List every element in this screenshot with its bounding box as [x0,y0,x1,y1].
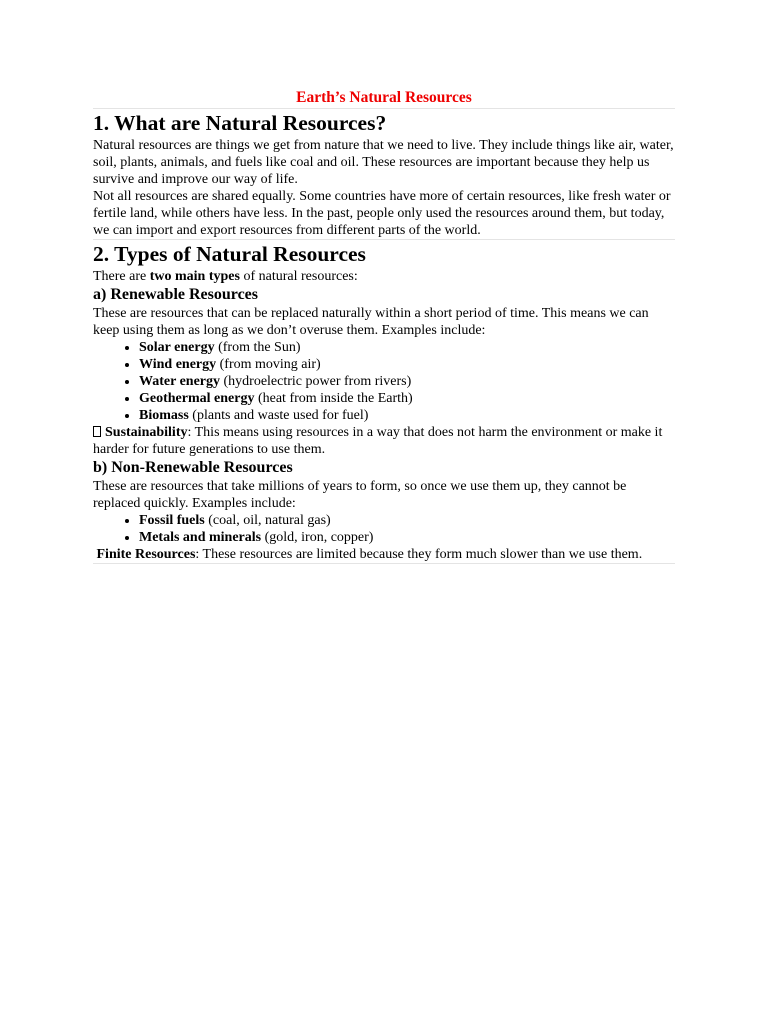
item-term: Fossil fuels [139,513,205,528]
list-item [139,373,675,390]
note-term: Sustainability [105,425,188,440]
list-item [139,356,675,373]
nonrenewable-examples-list [93,512,675,546]
paragraph: These are resources that can be replaced naturally within a short period of time. This means we can keep using them as long as we don’t overuse them. Examples include: [93,306,649,338]
note-term: Finite Resources [96,547,196,562]
list-item [139,407,675,424]
section-heading-types: 2. Types of Natural Resources [93,242,366,266]
item-detail: (from moving air) [216,357,321,372]
item-detail: (from the Sun) [214,340,301,355]
item-detail: (plants and waste used for fuel) [188,408,369,423]
note-text: : This means using resources in a way that does not harm the environment or make it harder for future generations to use them. [93,425,663,457]
paragraph: These are resources that take millions of years to form, so once we use them up, they cannot be replaced quickly. Examples include: [93,479,627,511]
note-text: : These resources are limited because they form much slower than we use them. [195,547,643,562]
sustainability-note [93,424,675,458]
section-heading-what-are: 1. What are Natural Resources? [93,111,387,135]
list-item [139,512,675,529]
item-term: Metals and minerals [139,530,262,545]
renewable-examples-list [93,339,675,424]
item-detail: (gold, iron, copper) [261,530,374,545]
item-term: Geothermal energy [139,391,255,406]
item-term: Water energy [139,374,220,389]
item-detail: (coal, oil, natural gas) [204,513,331,528]
intro-text: of natural resources: [239,269,358,284]
list-item [139,339,675,356]
divider [93,563,675,564]
intro-text: There are [93,269,150,284]
item-term: Biomass [139,408,189,423]
intro-bold-text: two main types [149,269,240,284]
subheading-nonrenewable: b) Non-Renewable Resources [93,459,293,476]
subheading-renewable: a) Renewable Resources [93,286,259,303]
paragraph: Natural resources are things we get from nature that we need to live. They include things like air, water, soil, plants, animals, and fuels like coal and oil. These resources are important because they help us survive and improve our way of life. [93,138,674,187]
document-title: Earth’s Natural Resources [296,89,472,106]
list-item [139,390,675,407]
paragraph: Not all resources are shared equally. Some countries have more of certain resources, like fresh water or fertile land, while others have less. In the past, people only used the resources around them, but today, we can import and export resources from different parts of the world. [93,189,671,238]
list-item [139,529,675,546]
item-detail: (heat from inside the Earth) [254,391,413,406]
missing-glyph-icon [93,426,101,437]
item-detail: (hydroelectric power from rivers) [220,374,412,389]
item-term: Wind energy [139,357,217,372]
finite-resources-note [93,546,675,563]
types-intro [93,268,675,285]
item-term: Solar energy [139,340,215,355]
